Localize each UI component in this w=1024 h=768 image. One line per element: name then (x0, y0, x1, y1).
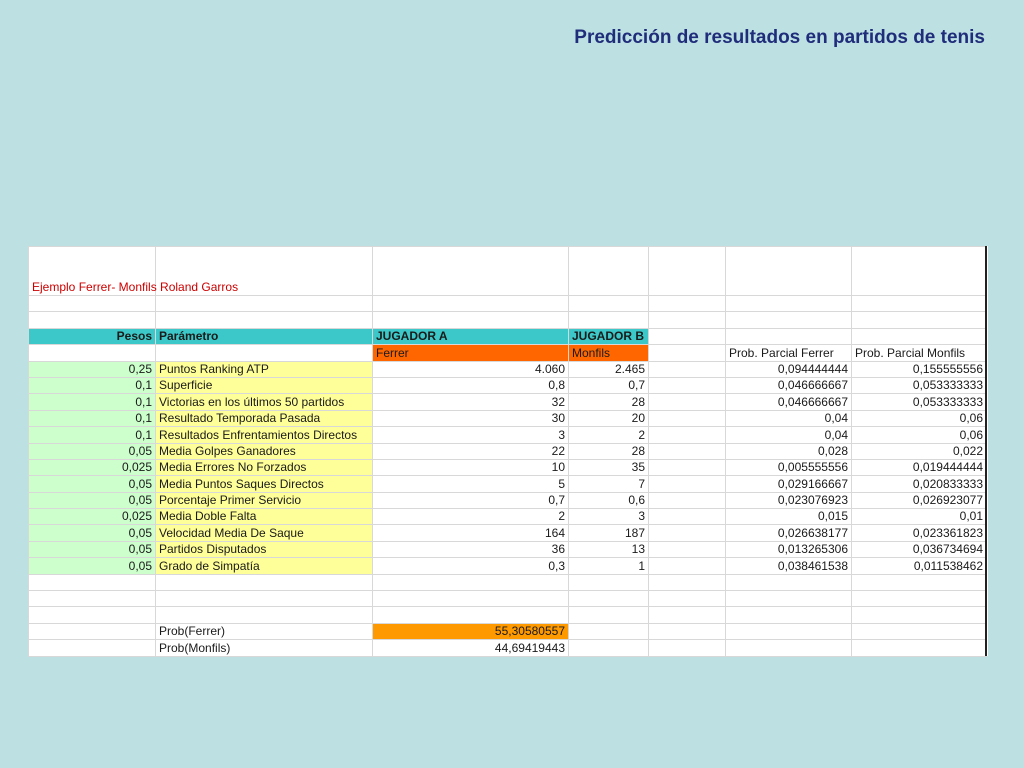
player-a-value[interactable]: 5 (373, 476, 569, 492)
cell[interactable] (649, 247, 726, 296)
weight-cell[interactable]: 0,1 (29, 410, 156, 426)
empty-row (29, 591, 987, 607)
cell[interactable] (156, 607, 373, 623)
cell[interactable] (156, 345, 373, 361)
cell[interactable] (649, 591, 726, 607)
player-a-value[interactable]: 0,8 (373, 377, 569, 393)
player-b-value[interactable]: 28 (569, 394, 649, 410)
partial-a-header[interactable]: Prob. Parcial Ferrer (726, 345, 852, 361)
cell[interactable] (649, 312, 726, 328)
table-row (29, 509, 987, 525)
weight-cell[interactable]: 0,05 (29, 525, 156, 541)
partial-b-value[interactable]: 0,019444444 (852, 459, 987, 475)
cell[interactable] (29, 296, 156, 312)
player-a-value[interactable]: 3 (373, 427, 569, 443)
cell[interactable] (649, 574, 726, 590)
partial-a-value[interactable]: 0,094444444 (726, 361, 852, 377)
table-row (29, 394, 987, 410)
cell[interactable] (649, 492, 726, 508)
cell[interactable] (726, 574, 852, 590)
cell[interactable] (852, 296, 987, 312)
weight-cell[interactable]: 0,025 (29, 509, 156, 525)
weight-cell[interactable]: 0,1 (29, 394, 156, 410)
table-row (29, 492, 987, 508)
cell[interactable] (726, 328, 852, 344)
player-a-header[interactable]: JUGADOR A (373, 328, 569, 344)
weight-cell[interactable]: 0,05 (29, 476, 156, 492)
partial-a-value[interactable]: 0,04 (726, 427, 852, 443)
parameter-cell[interactable]: Media Golpes Ganadores (156, 443, 373, 459)
result-label[interactable]: Prob(Monfils) (156, 640, 373, 656)
cell[interactable] (852, 591, 987, 607)
cell[interactable] (649, 623, 726, 639)
weight-cell[interactable]: 0,05 (29, 558, 156, 574)
parameter-cell[interactable]: Porcentaje Primer Servicio (156, 492, 373, 508)
player-a-value[interactable]: 4.060 (373, 361, 569, 377)
partial-b-header[interactable]: Prob. Parcial Monfils (852, 345, 987, 361)
cell[interactable] (649, 459, 726, 475)
parameter-cell[interactable]: Resultado Temporada Pasada (156, 410, 373, 426)
table-row (29, 361, 987, 377)
weight-cell[interactable]: 0,1 (29, 427, 156, 443)
partial-b-value[interactable]: 0,011538462 (852, 558, 987, 574)
cell[interactable] (649, 476, 726, 492)
sheet-edge-line (985, 246, 987, 656)
cell[interactable] (373, 247, 569, 296)
cell[interactable] (29, 591, 156, 607)
partial-a-value[interactable]: 0,029166667 (726, 476, 852, 492)
cell[interactable] (156, 312, 373, 328)
partial-a-value[interactable]: 0,046666667 (726, 394, 852, 410)
cell[interactable] (156, 591, 373, 607)
cell[interactable] (373, 296, 569, 312)
parameter-cell[interactable]: Puntos Ranking ATP (156, 361, 373, 377)
result-row (29, 623, 987, 639)
partial-a-value[interactable]: 0,015 (726, 509, 852, 525)
cell[interactable] (569, 607, 649, 623)
cell[interactable] (649, 296, 726, 312)
cell[interactable] (569, 312, 649, 328)
cell[interactable] (726, 640, 852, 656)
player-b-value[interactable]: 187 (569, 525, 649, 541)
cell[interactable] (569, 296, 649, 312)
player-b-value[interactable]: 2.465 (569, 361, 649, 377)
cell[interactable] (649, 558, 726, 574)
partial-b-value[interactable]: 0,06 (852, 427, 987, 443)
cell[interactable] (852, 623, 987, 639)
weight-cell[interactable]: 0,25 (29, 361, 156, 377)
player-a-name[interactable]: Ferrer (373, 345, 569, 361)
partial-a-value[interactable]: 0,046666667 (726, 377, 852, 393)
player-b-value[interactable]: 0,6 (569, 492, 649, 508)
parameter-cell[interactable]: Partidos Disputados (156, 541, 373, 557)
cell[interactable] (649, 525, 726, 541)
table-row (29, 443, 987, 459)
player-b-value[interactable]: 20 (569, 410, 649, 426)
cell[interactable] (726, 591, 852, 607)
cell[interactable] (649, 443, 726, 459)
cell[interactable] (852, 640, 987, 656)
empty-row (29, 296, 987, 312)
parameter-cell[interactable]: Victorias en los últimos 50 partidos (156, 394, 373, 410)
example-row (29, 247, 987, 296)
table-row (29, 427, 987, 443)
partial-a-value[interactable]: 0,04 (726, 410, 852, 426)
player-b-value[interactable]: 13 (569, 541, 649, 557)
empty-row (29, 574, 987, 590)
cell[interactable] (569, 640, 649, 656)
result-row (29, 640, 987, 656)
cell[interactable] (649, 427, 726, 443)
parameter-header[interactable]: Parámetro (156, 328, 373, 344)
cell[interactable] (852, 312, 987, 328)
player-a-value[interactable]: 164 (373, 525, 569, 541)
player-b-value[interactable]: 7 (569, 476, 649, 492)
example-label[interactable]: Ejemplo Ferrer- Monfils Roland Garros (29, 247, 156, 296)
partial-b-value[interactable]: 0,06 (852, 410, 987, 426)
result-value[interactable]: 55,30580557 (373, 623, 569, 639)
cell[interactable] (373, 574, 569, 590)
partial-b-value[interactable]: 0,026923077 (852, 492, 987, 508)
player-b-value[interactable]: 3 (569, 509, 649, 525)
cell[interactable] (29, 623, 156, 639)
weights-header[interactable]: Pesos (29, 328, 156, 344)
cell[interactable] (649, 328, 726, 344)
table-row (29, 377, 987, 393)
weight-cell[interactable]: 0,05 (29, 443, 156, 459)
cell[interactable] (29, 574, 156, 590)
weight-cell[interactable]: 0,05 (29, 541, 156, 557)
cell[interactable] (373, 312, 569, 328)
cell[interactable] (726, 312, 852, 328)
result-label[interactable]: Prob(Ferrer) (156, 623, 373, 639)
cell[interactable] (726, 296, 852, 312)
partial-a-value[interactable]: 0,038461538 (726, 558, 852, 574)
partial-b-value[interactable]: 0,053333333 (852, 377, 987, 393)
player-b-header[interactable]: JUGADOR B (569, 328, 649, 344)
partial-b-value[interactable]: 0,020833333 (852, 476, 987, 492)
cell[interactable] (569, 591, 649, 607)
partial-a-value[interactable]: 0,005555556 (726, 459, 852, 475)
player-a-value[interactable]: 22 (373, 443, 569, 459)
header-row (29, 328, 987, 344)
partial-b-value[interactable]: 0,01 (852, 509, 987, 525)
partial-b-value[interactable]: 0,022 (852, 443, 987, 459)
cell[interactable] (649, 345, 726, 361)
partial-b-value[interactable]: 0,155555556 (852, 361, 987, 377)
player-b-name[interactable]: Monfils (569, 345, 649, 361)
player-a-value[interactable]: 0,7 (373, 492, 569, 508)
player-a-value[interactable]: 10 (373, 459, 569, 475)
cell[interactable] (726, 247, 852, 296)
partial-a-value[interactable]: 0,026638177 (726, 525, 852, 541)
player-b-value[interactable]: 1 (569, 558, 649, 574)
player-a-value[interactable]: 30 (373, 410, 569, 426)
cell[interactable] (29, 345, 156, 361)
cell[interactable] (569, 623, 649, 639)
cell[interactable] (649, 361, 726, 377)
cell[interactable] (649, 394, 726, 410)
weight-cell[interactable]: 0,1 (29, 377, 156, 393)
partial-a-value[interactable]: 0,028 (726, 443, 852, 459)
parameter-cell[interactable]: Media Puntos Saques Directos (156, 476, 373, 492)
table-row (29, 476, 987, 492)
cell[interactable] (852, 247, 987, 296)
empty-row (29, 607, 987, 623)
cell[interactable] (29, 312, 156, 328)
cell[interactable] (569, 247, 649, 296)
table-row (29, 541, 987, 557)
player-a-value[interactable]: 32 (373, 394, 569, 410)
cell[interactable] (649, 377, 726, 393)
parameter-cell[interactable]: Media Errores No Forzados (156, 459, 373, 475)
parameter-cell[interactable]: Resultados Enfrentamientos Directos (156, 427, 373, 443)
table-row (29, 525, 987, 541)
parameter-cell[interactable]: Velocidad Media De Saque (156, 525, 373, 541)
player-a-value[interactable]: 2 (373, 509, 569, 525)
cell[interactable] (852, 574, 987, 590)
player-b-value[interactable]: 2 (569, 427, 649, 443)
cell[interactable] (726, 607, 852, 623)
cell[interactable] (649, 509, 726, 525)
cell[interactable] (156, 296, 373, 312)
player-a-value[interactable]: 0,3 (373, 558, 569, 574)
cell[interactable] (29, 607, 156, 623)
player-b-value[interactable]: 0,7 (569, 377, 649, 393)
weight-cell[interactable]: 0,025 (29, 459, 156, 475)
table-row (29, 558, 987, 574)
parameter-cell[interactable]: Superficie (156, 377, 373, 393)
cell[interactable] (373, 591, 569, 607)
spreadsheet (28, 246, 988, 656)
partial-a-value[interactable]: 0,023076923 (726, 492, 852, 508)
cell[interactable] (29, 640, 156, 656)
weight-cell[interactable]: 0,05 (29, 492, 156, 508)
partial-b-value[interactable]: 0,023361823 (852, 525, 987, 541)
partial-b-value[interactable]: 0,053333333 (852, 394, 987, 410)
table-row (29, 410, 987, 426)
cell[interactable] (569, 574, 649, 590)
cell[interactable] (726, 623, 852, 639)
cell[interactable] (373, 607, 569, 623)
cell[interactable] (156, 574, 373, 590)
cell[interactable] (649, 607, 726, 623)
players-row (29, 345, 987, 361)
parameter-cell[interactable]: Grado de Simpatía (156, 558, 373, 574)
cell[interactable] (649, 640, 726, 656)
slide-title: Predicción de resultados en partidos de tenis (574, 27, 985, 48)
parameter-cell[interactable]: Media Doble Falta (156, 509, 373, 525)
player-a-value[interactable]: 36 (373, 541, 569, 557)
player-b-value[interactable]: 28 (569, 443, 649, 459)
partial-b-value[interactable]: 0,036734694 (852, 541, 987, 557)
result-value[interactable]: 44,69419443 (373, 640, 569, 656)
cell[interactable] (649, 410, 726, 426)
cell[interactable] (852, 607, 987, 623)
empty-row (29, 312, 987, 328)
cell[interactable] (649, 541, 726, 557)
prediction-table (28, 246, 987, 657)
partial-a-value[interactable]: 0,013265306 (726, 541, 852, 557)
cell[interactable] (852, 328, 987, 344)
player-b-value[interactable]: 35 (569, 459, 649, 475)
table-row (29, 459, 987, 475)
